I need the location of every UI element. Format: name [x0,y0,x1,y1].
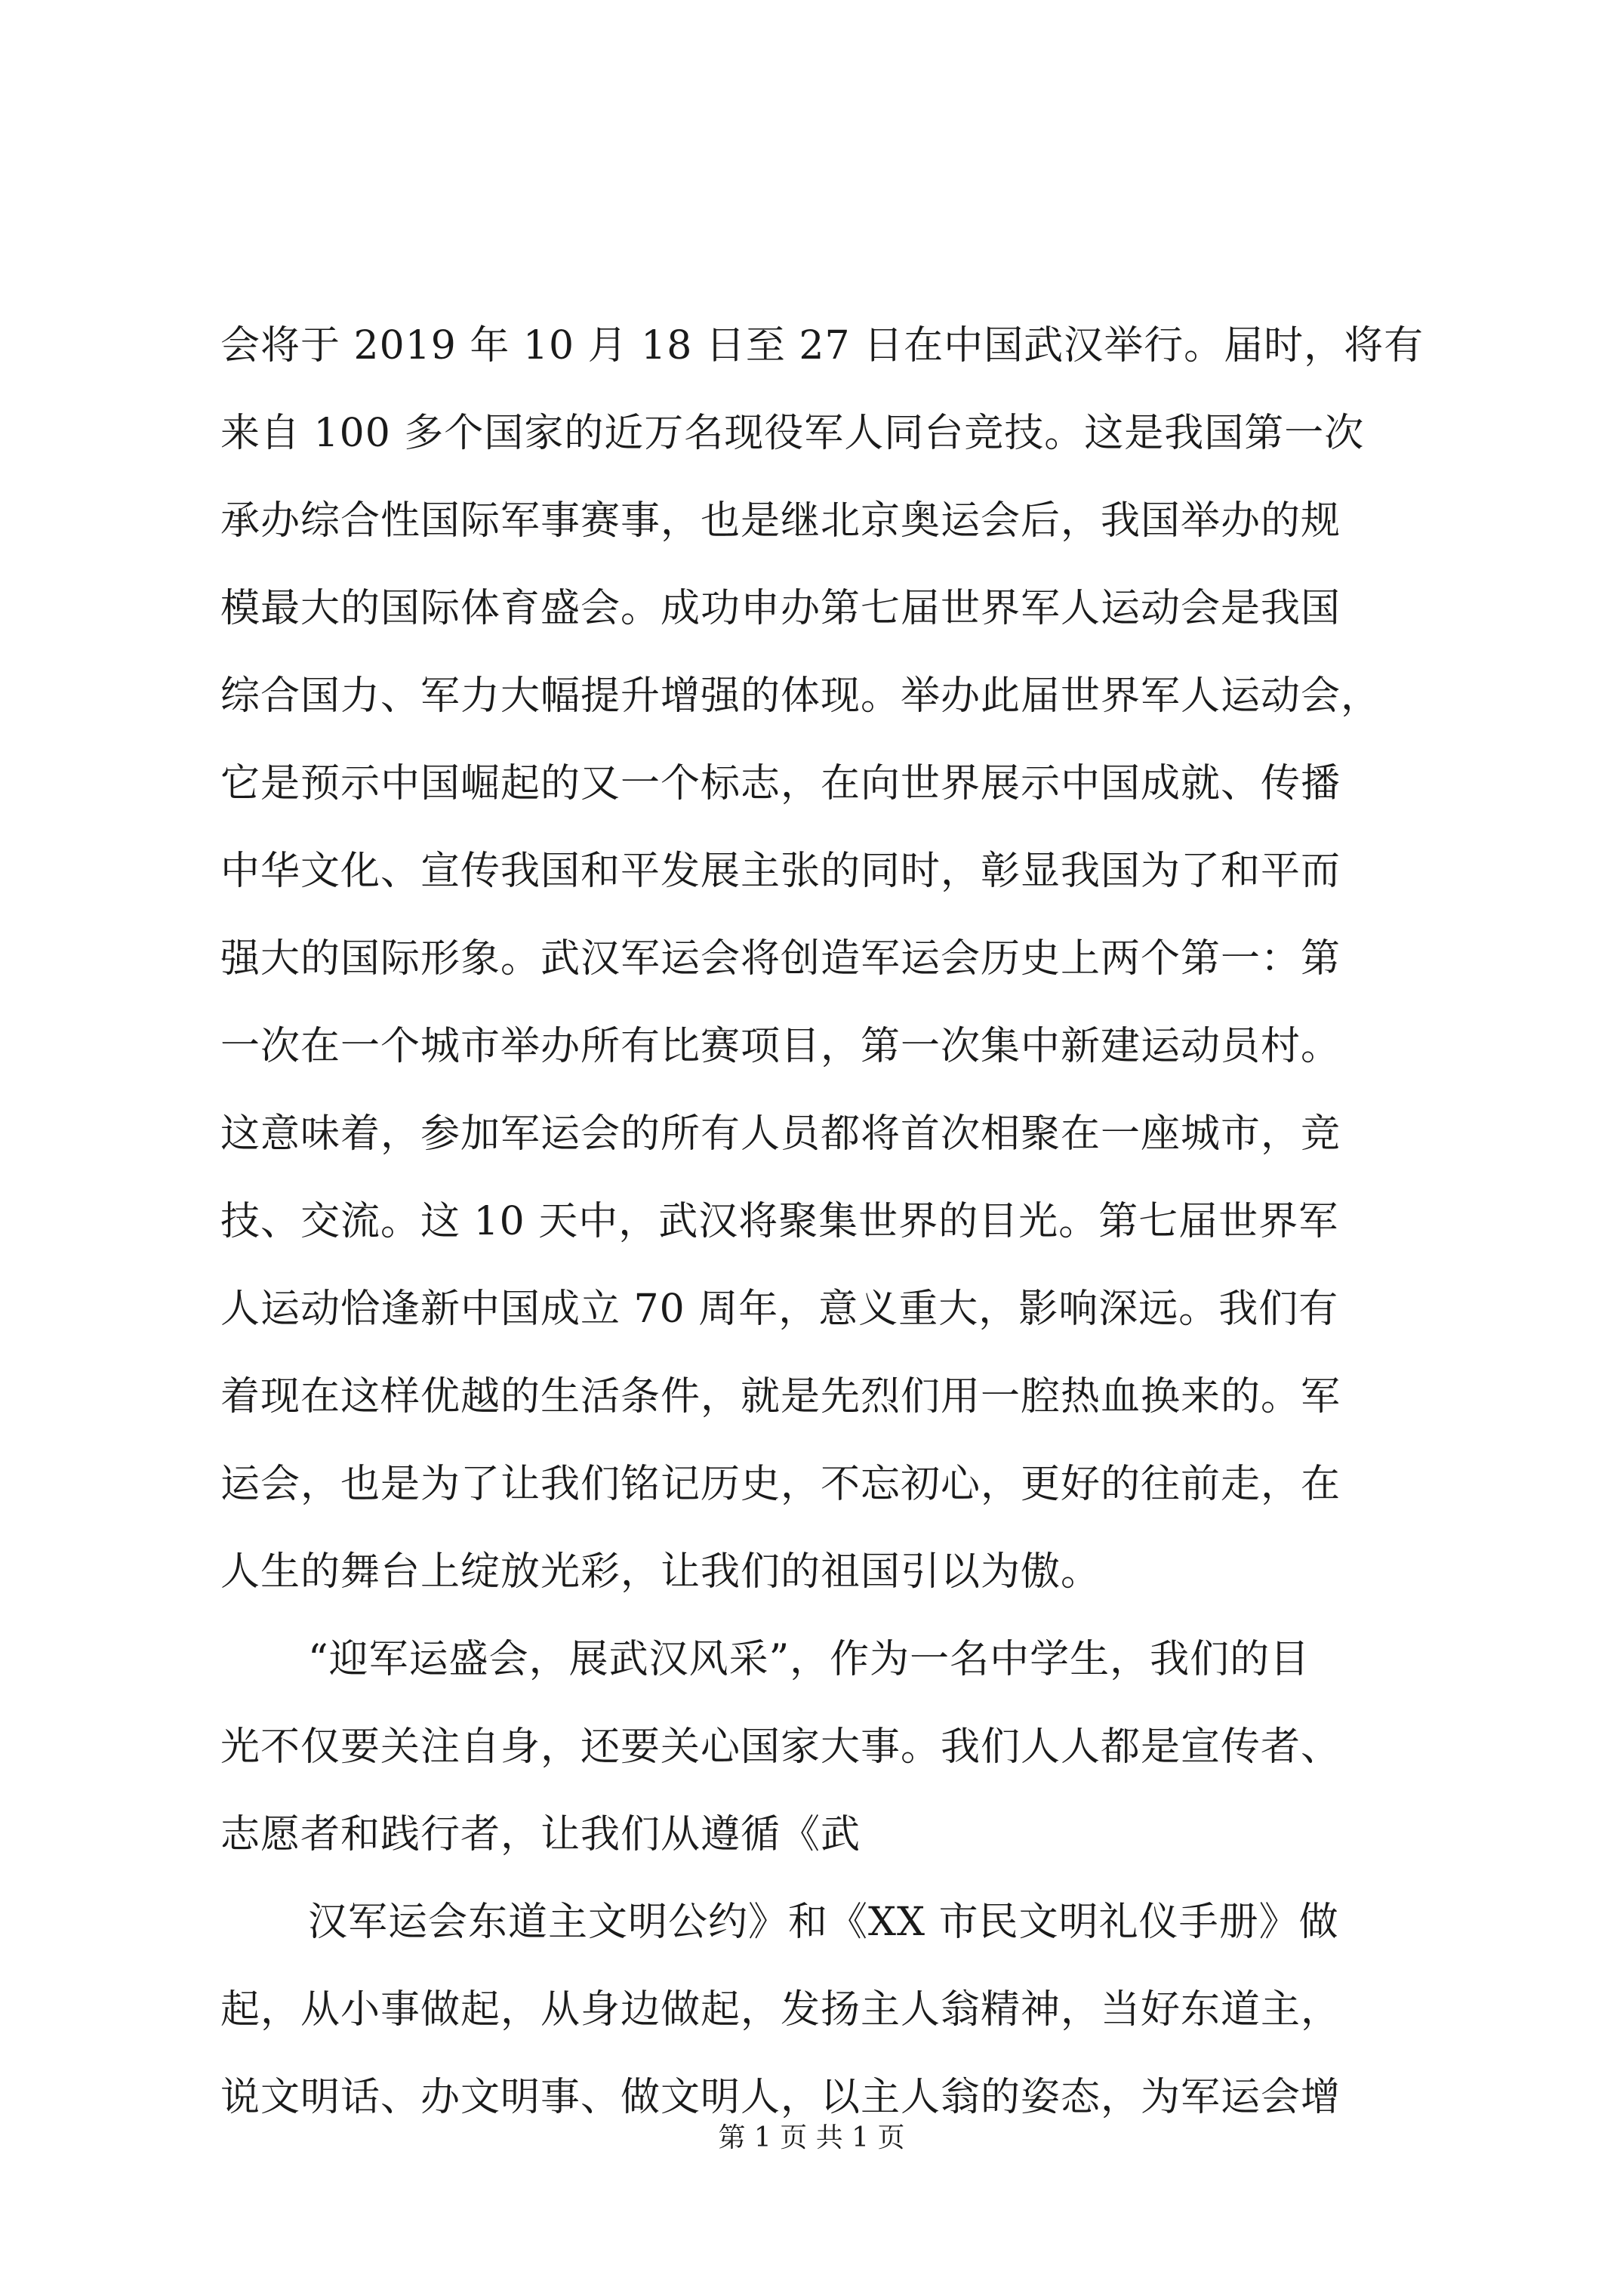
text-line: 它是预示中国崛起的又一个标志，在向世界展示中国成就、传播 [220,761,1341,806]
text-line: 技、交流。这 10 天中，武汉将聚集世界的目光。第七届世界军 [220,1199,1339,1244]
text-line: 起，从小事做起，从身边做起，发扬主人翁精神，当好东道主， [220,1987,1341,2032]
text-line: 志愿者和践行者，让我们从遵循《武 [220,1812,861,1857]
text-line: “迎军运盛会，展武汉风采”，作为一名中学生，我们的目 [308,1637,1310,1682]
text-line: 综合国力、军力大幅提升增强的体现。举办此届世界军人运动会， [220,673,1381,719]
text-line: 一次在一个城市举办所有比赛项目，第一次集中新建运动员村。 [220,1024,1341,1069]
text-line: 光不仅要关注自身，还要关心国家大事。我们人人都是宣传者、 [220,1724,1341,1770]
text-line: 会将于 2019 年 10 月 18 日至 27 日在中国武汉举行。届时，将有 [220,323,1424,368]
page-footer: 第 1 页 共 1 页 [718,2122,905,2153]
text-line: 中华文化、宣传我国和平发展主张的同时，彰显我国为了和平而 [220,849,1341,894]
text-line: 人生的舞台上绽放光彩，让我们的祖国引以为傲。 [220,1549,1101,1595]
text-line: 汉军运会东道主文明公约》和《XX 市民文明礼仪手册》做 [308,1900,1339,1945]
document-body [220,302,1428,2141]
text-line: 着现在这样优越的生活条件，就是先烈们用一腔热血换来的。军 [220,1374,1341,1419]
text-line: 来自 100 多个国家的近万名现役军人同台竞技。这是我国第一次 [220,411,1365,456]
text-line: 模最大的国际体育盛会。成功申办第七届世界军人运动会是我国 [220,586,1341,631]
text-line: 说文明话、办文明事、做文明人，以主人翁的姿态，为军运会增 [220,2075,1341,2120]
text-line: 这意味着，参加军运会的所有人员都将首次相聚在一座城市，竞 [220,1111,1341,1157]
text-line: 强大的国际形象。武汉军运会将创造军运会历史上两个第一：第 [220,936,1341,982]
text-line: 人运动恰逢新中国成立 70 周年，意义重大，影响深远。我们有 [220,1287,1339,1332]
text-line: 承办综合性国际军事赛事，也是继北京奥运会后，我国举办的规 [220,498,1341,544]
text-line: 运会，也是为了让我们铭记历史，不忘初心，更好的往前走，在 [220,1462,1341,1507]
